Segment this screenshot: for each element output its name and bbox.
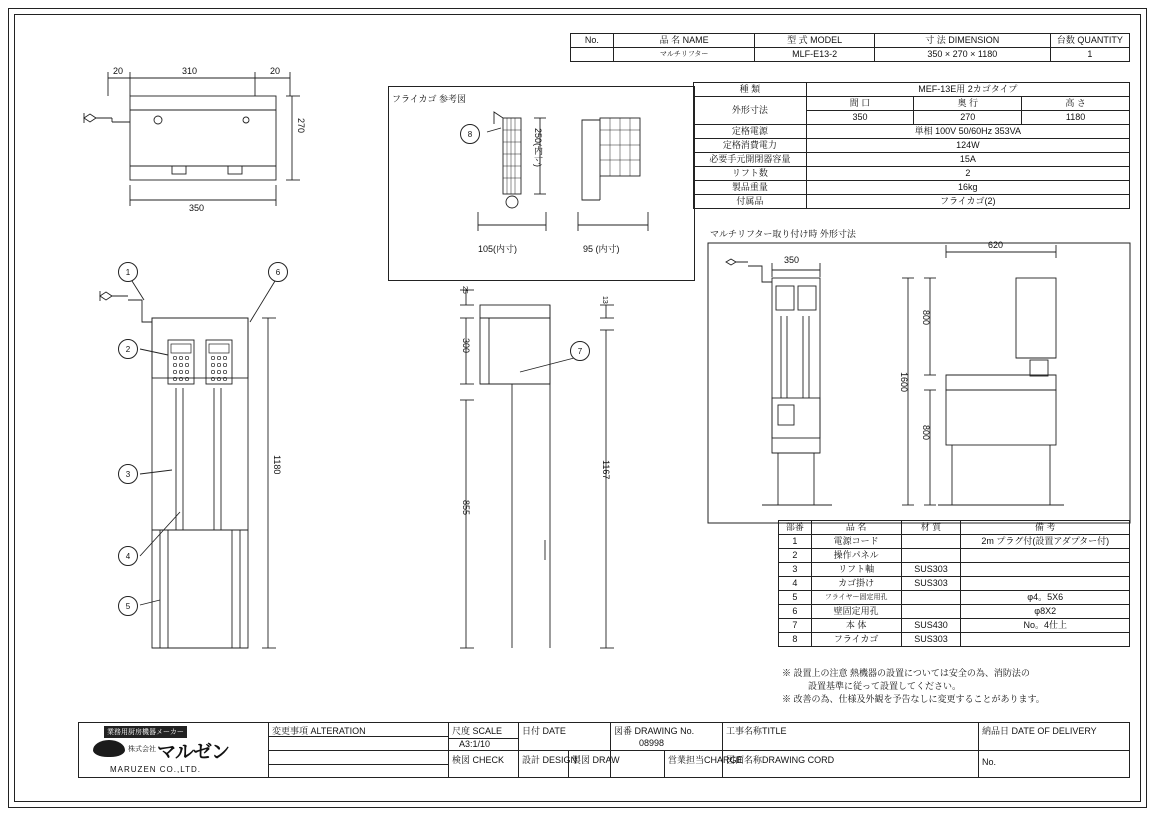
dim-front-1180: 1180: [272, 455, 282, 475]
header-val-dimension: 350 × 270 × 1180: [874, 48, 1050, 62]
balloon-8: 8: [460, 124, 480, 144]
header-val-quantity: 1: [1050, 48, 1129, 62]
balloon-4: 4: [118, 546, 138, 566]
parts-cell-name: カゴ掛け: [811, 577, 901, 591]
parts-cell-remark: 2m プラグ付(設置アダプター付): [961, 535, 1130, 549]
parts-cell-name: フライヤー固定用孔: [811, 591, 901, 605]
company-en: MARUZEN CO.,LTD.: [110, 765, 201, 774]
dim-side-1167: 1167: [601, 460, 611, 480]
dim-plan-20-left: 20: [113, 66, 124, 76]
dim-basket-250: 250(内寸): [533, 128, 543, 168]
note-line-2: 設置基準に従って設置してください。: [808, 681, 962, 691]
dim-plan-270: 270: [296, 118, 306, 134]
maker-caption: 業務用厨房機器メーカー: [104, 726, 187, 738]
no-label: No.: [982, 757, 997, 767]
title-block-divider: [268, 764, 448, 765]
parts-cell-remark: No。4仕上: [961, 619, 1130, 633]
dim-side-25: 25: [461, 286, 468, 294]
dim-plan-350: 350: [189, 203, 205, 213]
header-val-name: マルチリフター: [613, 48, 755, 62]
dim-basket-95: 95 (内寸): [583, 244, 620, 254]
header-col-dimension: 寸 法 DIMENSION: [874, 34, 1050, 48]
parts-cell-no: 4: [779, 577, 812, 591]
dim-install-800-upper: 800: [921, 310, 931, 326]
header-col-quantity: 台数 QUANTITY: [1050, 34, 1129, 48]
note-line-3: ※ 改善の為、仕様及外観を予告なしに変更することがあります。: [782, 694, 1045, 704]
spec-label-consumption: 定格消費電力: [694, 139, 807, 153]
parts-col-remark: 備 考: [961, 521, 1130, 535]
spec-value-accessory: フライカゴ(2): [806, 195, 1129, 209]
cord-label: 図面名称DRAWING CORD: [726, 755, 835, 765]
header-val-model: MLF-E13-2: [755, 48, 874, 62]
spec-label-weight: 製品重量: [694, 181, 807, 195]
parts-cell-name: 電源コード: [811, 535, 901, 549]
spec-sub-depth: 奥 行: [914, 97, 1022, 111]
spec-value-lifts: 2: [806, 167, 1129, 181]
spec-label-lifts: リフト数: [694, 167, 807, 181]
drawing-no-value: 08998: [639, 738, 665, 748]
parts-cell-no: 3: [779, 563, 812, 577]
delivery-label: 納品日 DATE OF DELIVERY: [982, 726, 1097, 736]
spec-value-width: 350: [806, 111, 914, 125]
install-title: マルチリフター取り付け時 外形寸法: [710, 229, 856, 239]
parts-cell-name: 本 体: [811, 619, 901, 633]
draw-label: 製図 DRAW: [572, 755, 620, 765]
spec-label-type: 種 類: [694, 83, 807, 97]
parts-cell-no: 7: [779, 619, 812, 633]
parts-cell-material: SUS303: [901, 563, 961, 577]
dim-plan-20-right: 20: [270, 66, 281, 76]
dim-install-800-lower: 800: [921, 425, 931, 441]
parts-cell-no: 2: [779, 549, 812, 563]
title-label: 工事名称TITLE: [726, 726, 787, 736]
title-block-divider: [664, 750, 665, 778]
balloon-5: 5: [118, 596, 138, 616]
spec-sub-height: 高 さ: [1022, 97, 1130, 111]
parts-cell-remark: φ4。5X6: [961, 591, 1130, 605]
dim-side-855: 855: [461, 500, 471, 516]
spec-value-breaker: 15A: [806, 153, 1129, 167]
parts-col-no: 部番: [779, 521, 812, 535]
parts-cell-no: 1: [779, 535, 812, 549]
parts-col-name: 品 名: [811, 521, 901, 535]
parts-cell-name: 操作パネル: [811, 549, 901, 563]
header-col-name: 品 名 NAME: [613, 34, 755, 48]
parts-cell-name: フライカゴ: [811, 633, 901, 647]
basket-reference-title: フライカゴ 参考図: [392, 94, 466, 104]
balloon-7: 7: [570, 341, 590, 361]
parts-cell-no: 8: [779, 633, 812, 647]
spec-label-power: 定格電源: [694, 125, 807, 139]
parts-cell-material: SUS430: [901, 619, 961, 633]
parts-cell-remark: φ8X2: [961, 605, 1130, 619]
company-kanji: 株式会社: [128, 746, 156, 753]
title-block-divider: [268, 750, 978, 751]
parts-col-material: 材 質: [901, 521, 961, 535]
note-line-1: ※ 設置上の注意 熱機器の設置については安全の為、消防法の: [782, 668, 1030, 678]
header-col-model: 型 式 MODEL: [755, 34, 874, 48]
check-label: 検図 CHECK: [452, 755, 505, 765]
balloon-1: 1: [118, 262, 138, 282]
spec-value-power: 単相 100V 50/60Hz 353VA: [806, 125, 1129, 139]
spec-sub-width: 間 口: [806, 97, 914, 111]
spec-value-weight: 16kg: [806, 181, 1129, 195]
spec-value-height: 1180: [1022, 111, 1130, 125]
spec-label-breaker: 必要手元開閉器容量: [694, 153, 807, 167]
dim-install-350: 350: [784, 255, 800, 265]
date-label: 日付 DATE: [522, 726, 566, 736]
scale-label: 尺度 SCALE: [452, 726, 503, 736]
company-logo-text: マルゼン: [157, 742, 230, 763]
title-block-divider: [978, 750, 1130, 751]
spec-value-type: MEF-13E用 2カゴタイプ: [806, 83, 1129, 97]
dim-install-620: 620: [988, 240, 1004, 250]
spec-label-dims: 外形寸法: [694, 97, 807, 125]
drawing-no-label: 図番 DRAWING No.: [614, 726, 695, 736]
parts-cell-material: SUS303: [901, 577, 961, 591]
dim-side-300: 300: [461, 338, 471, 354]
balloon-2: 2: [118, 339, 138, 359]
parts-cell-no: 5: [779, 591, 812, 605]
header-col-no: No.: [571, 34, 614, 48]
balloon-6: 6: [268, 262, 288, 282]
scale-value: A3:1/10: [459, 739, 491, 749]
dim-plan-310: 310: [182, 66, 198, 76]
company-logo-mark: [93, 740, 125, 757]
parts-cell-material: SUS303: [901, 633, 961, 647]
balloon-3: 3: [118, 464, 138, 484]
charge-label: 営業担当CHARGE: [668, 755, 743, 765]
spec-value-depth: 270: [914, 111, 1022, 125]
parts-cell-no: 6: [779, 605, 812, 619]
parts-cell-name: 壁固定用孔: [811, 605, 901, 619]
parts-cell-name: リフト軸: [811, 563, 901, 577]
spec-label-accessory: 付属品: [694, 195, 807, 209]
dim-side-13: 13: [601, 296, 608, 304]
dim-install-1600: 1600: [899, 372, 909, 393]
design-label: 設計 DESIGN: [522, 755, 578, 765]
alteration-label: 変更事項 ALTERATION: [272, 726, 366, 736]
dim-basket-105: 105(内寸): [478, 244, 518, 254]
spec-value-consumption: 124W: [806, 139, 1129, 153]
